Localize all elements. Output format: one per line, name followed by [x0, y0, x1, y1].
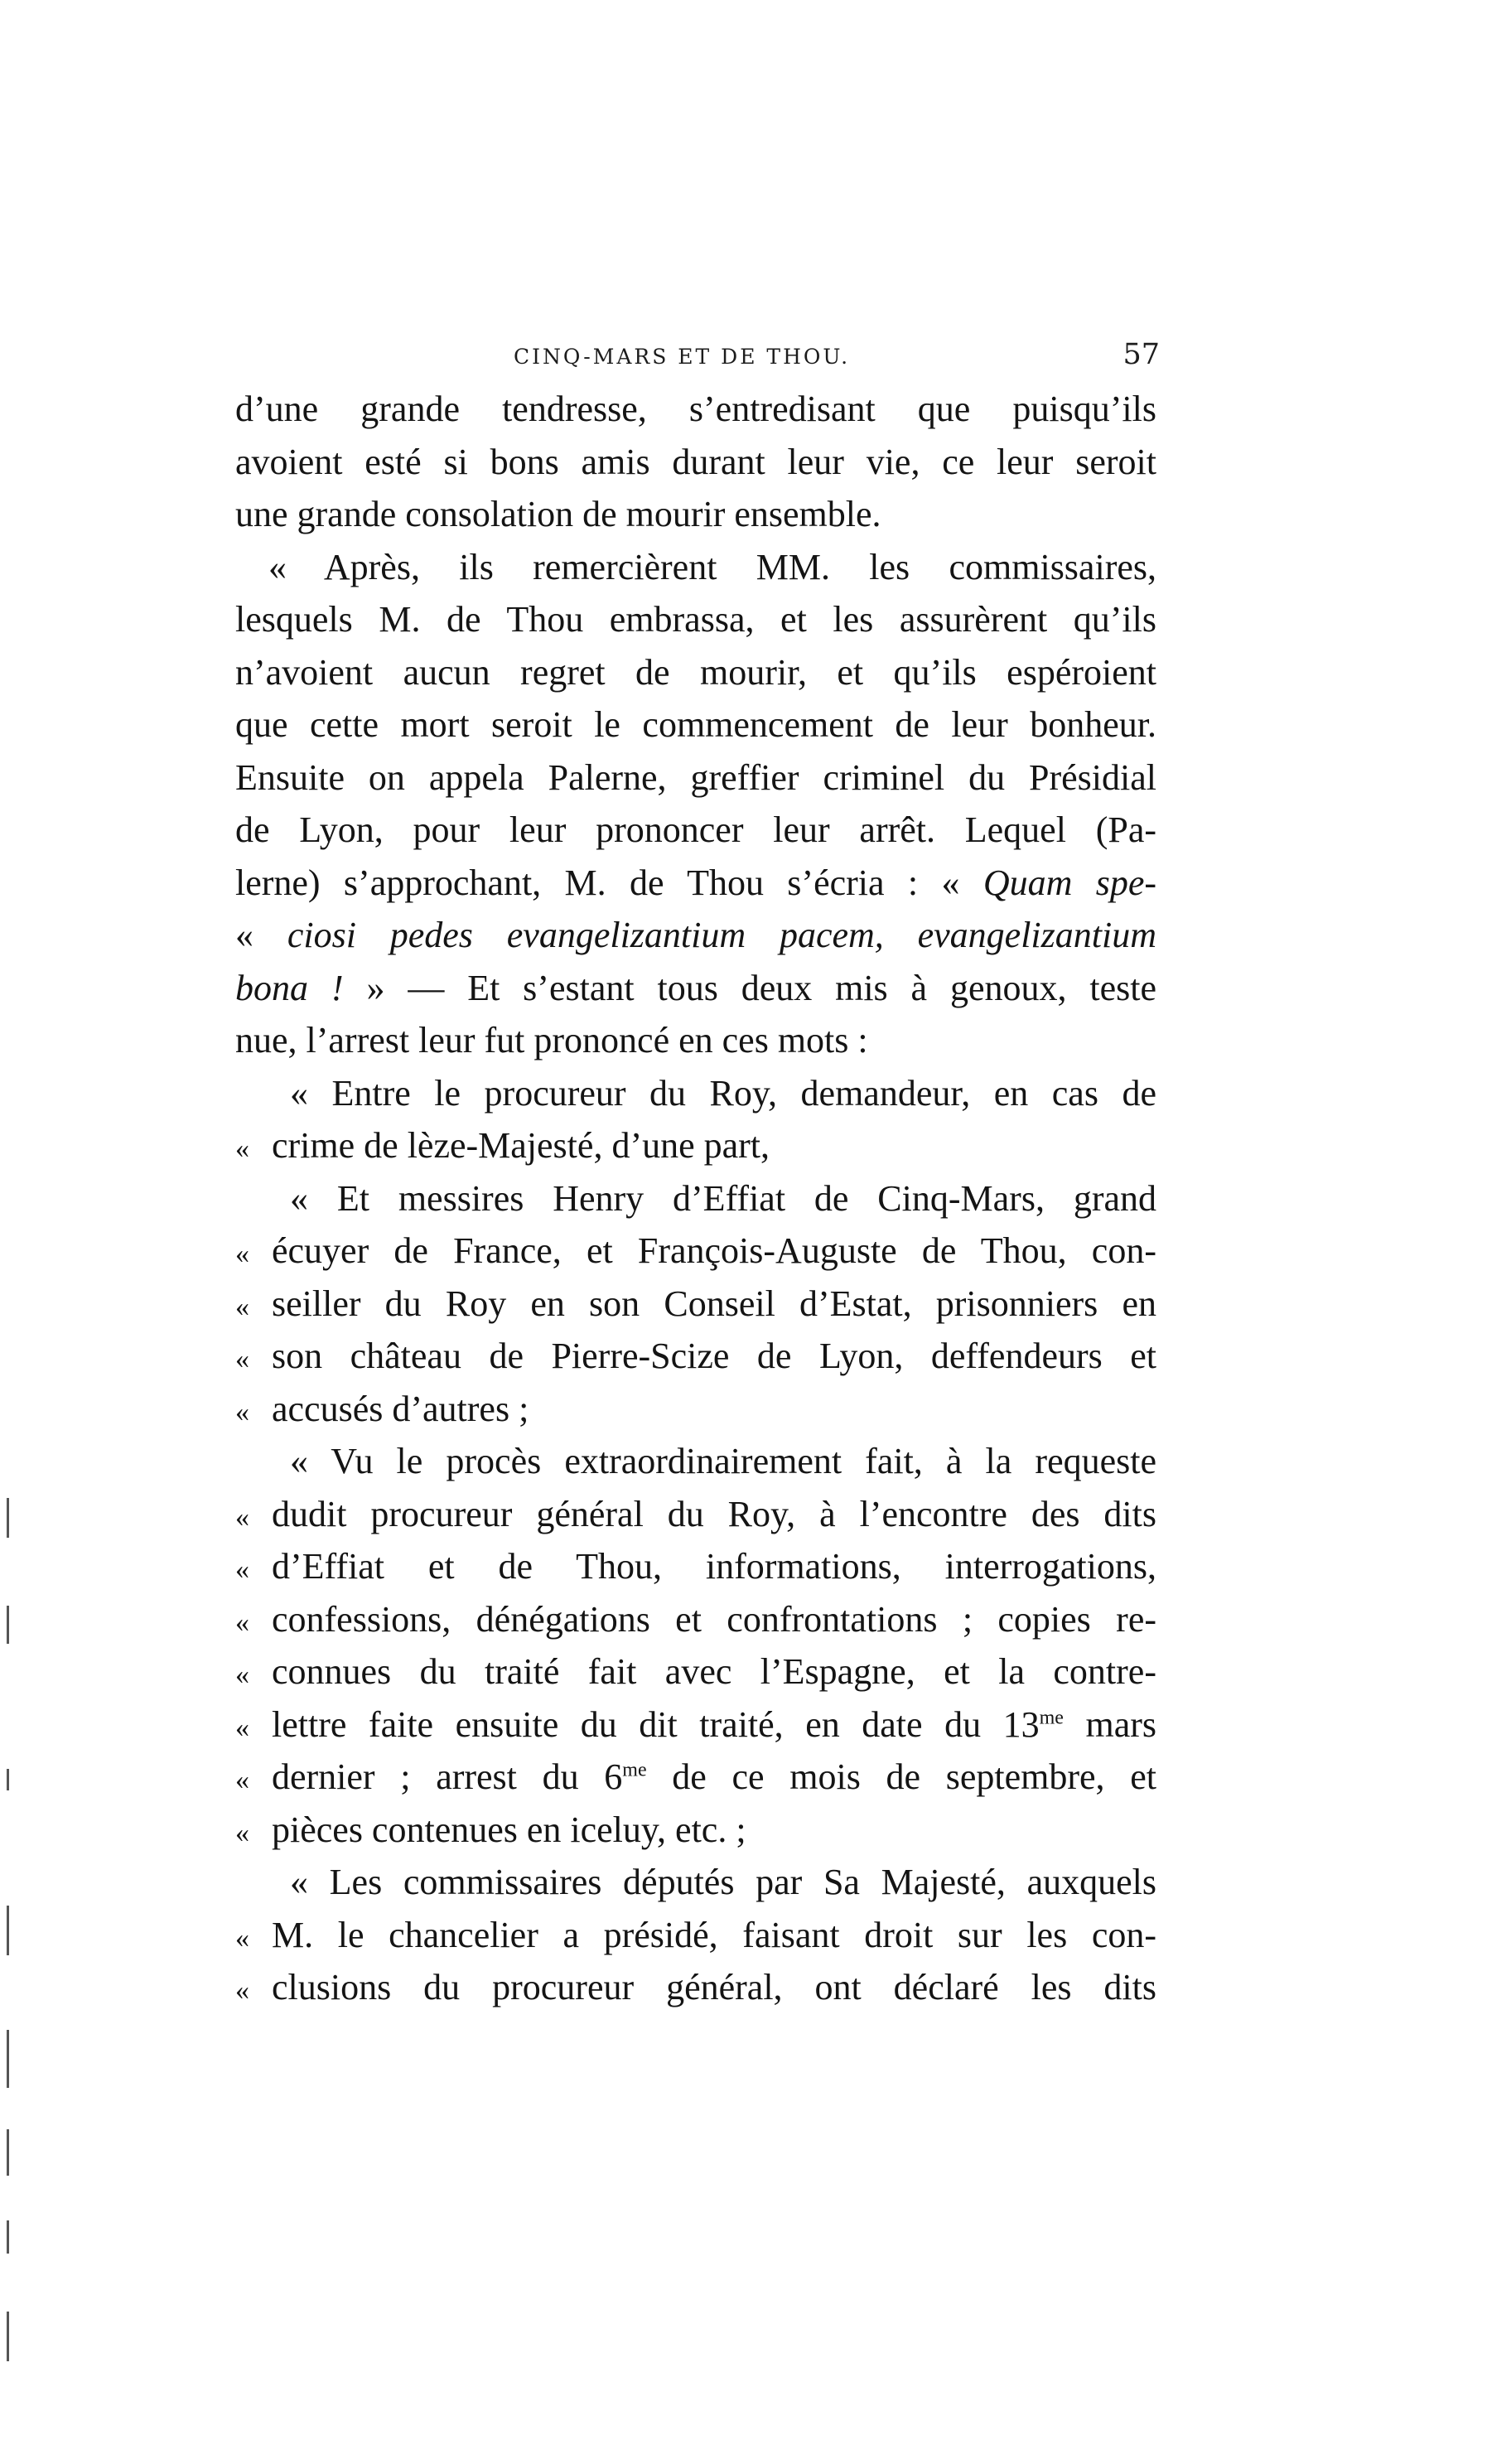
text-line: de Lyon, pour leur prononcer leur arrêt. Lequel (Pa-: [235, 809, 1156, 850]
text-segment: lerne) s’approchant, M. de Thou s’écria : «: [235, 862, 960, 903]
guillemet: «: [235, 915, 253, 955]
text-line: avoient esté si bons amis durant leur vie, ce leur seroit: [235, 441, 1156, 482]
text-segment: M. le chancelier a présidé, faisant droit sur les con-: [272, 1914, 1156, 1955]
text-line: Ensuite on appela Palerne, greffier criminel du Présidial: [235, 756, 1156, 798]
text-segment: lettre faite ensuite du dit traité, en date du 13: [272, 1703, 1040, 1745]
text-line: [235, 1804, 1156, 1857]
text-line: [235, 1119, 1156, 1172]
guillemet: «: [235, 1501, 249, 1533]
text-line: lesquels M. de Thou embrassa, et les assurèrent qu’ils: [235, 599, 1156, 640]
guillemet: «: [235, 1291, 249, 1322]
text-line: d’une grande tendresse, s’entredisant que puisqu’ils: [235, 389, 1156, 429]
text-line: [235, 1383, 1156, 1436]
latin-quote: ciosi pedes evangelizantium pacem, evangelizantium: [287, 915, 1157, 955]
text-segment: pièces contenues en iceluy, etc. ;: [272, 1809, 746, 1850]
text-line: [235, 1225, 1156, 1278]
guillemet: «: [235, 1765, 249, 1795]
guillemet: «: [235, 1817, 249, 1848]
guillemet: «: [235, 1922, 249, 1954]
text-segment: dudit procureur général du Roy, à l’encontre des dits: [272, 1493, 1156, 1534]
text-line: [235, 1645, 1156, 1698]
text-line: [235, 1488, 1156, 1541]
scan-artifact: [7, 2129, 9, 2176]
text-line: une grande consolation de mourir ensemble.: [235, 494, 881, 534]
text-segment: crime de lèze-Majesté, d’une part,: [272, 1125, 770, 1166]
text-line: que cette mort seroit le commencement de leur bonheur.: [235, 704, 1156, 745]
text-segment: confessions, dénégations et confrontations ; copies re-: [272, 1598, 1156, 1640]
text-segment: mars: [1085, 1703, 1156, 1745]
scan-artifact: [7, 1769, 9, 1790]
text-line: [235, 1698, 1156, 1751]
scan-artifact: [7, 1498, 9, 1538]
text-line: [235, 1751, 1156, 1804]
text-line: [235, 1593, 1156, 1646]
latin-quote: bona !: [235, 967, 344, 1008]
running-head: [232, 338, 1160, 379]
text-line: [235, 1278, 1156, 1331]
text-line: [235, 1330, 1156, 1383]
text-line: « Vu le procès extraordinairement fait, à la requeste: [290, 1441, 1156, 1481]
text-line: « Et messires Henry d’Effiat de Cinq-Mars, grand: [290, 1177, 1156, 1219]
text-line: n’avoient aucun regret de mourir, et qu’ils espéroient: [235, 651, 1156, 693]
text-segment: dernier ; arrest du 6: [272, 1756, 623, 1797]
superscript: me: [1039, 1706, 1064, 1728]
guillemet: «: [235, 1660, 249, 1690]
scan-artifact: [7, 1906, 9, 1955]
guillemet: «: [235, 1712, 249, 1743]
guillemet: «: [235, 1975, 249, 2006]
text-line: [235, 909, 1156, 962]
guillemet: «: [235, 1554, 249, 1585]
page-number: 57: [1122, 338, 1160, 371]
guillemet: «: [235, 1133, 249, 1164]
scan-artifact: [7, 2312, 9, 2361]
text-segment: écuyer de France, et François-Auguste de Thou, con-: [272, 1230, 1156, 1271]
scan-artifact: [7, 2220, 9, 2254]
latin-quote: Quam spe-: [982, 862, 1157, 903]
text-segment: connues du traité fait avec l’Espagne, et la contre-: [272, 1651, 1156, 1692]
text-line: [235, 1961, 1156, 2014]
text-segment: de ce mois de septembre, et: [672, 1756, 1156, 1797]
guillemet: «: [235, 1344, 249, 1375]
body-text: [235, 383, 1156, 2014]
text-segment: d’Effiat et de Thou, informations, interrogations,: [272, 1546, 1156, 1587]
running-title: CINQ-MARS ET DE THOU.: [514, 345, 851, 369]
text-line: nue, l’arrest leur fut prononcé en ces mots :: [235, 1020, 868, 1060]
guillemet: «: [235, 1239, 249, 1269]
guillemet: «: [235, 1396, 249, 1428]
text-segment: » — Et s’estant tous deux mis à genoux, teste: [366, 967, 1157, 1008]
text-line: [235, 1540, 1156, 1593]
text-line: « Après, ils remercièrent MM. les commissaires,: [268, 546, 1156, 587]
superscript: me: [622, 1759, 647, 1781]
text-segment: accusés d’autres ;: [272, 1388, 529, 1429]
text-line: « Les commissaires députés par Sa Majesté, auxquels: [290, 1862, 1156, 1902]
text-line: [235, 1909, 1156, 1962]
text-segment: son château de Pierre-Scize de Lyon, deffendeurs et: [272, 1336, 1156, 1376]
text-segment: clusions du procureur général, ont déclaré les dits: [272, 1967, 1156, 2007]
scan-artifact: [7, 2030, 9, 2088]
text-line: « Entre le procureur du Roy, demandeur, en cas de: [290, 1072, 1156, 1114]
scan-artifact: [7, 1606, 9, 1644]
text-line: [235, 962, 1156, 1015]
text-line: [235, 857, 1156, 910]
text-segment: seiller du Roy en son Conseil d’Estat, prisonniers en: [272, 1283, 1156, 1324]
guillemet: «: [235, 1606, 249, 1638]
